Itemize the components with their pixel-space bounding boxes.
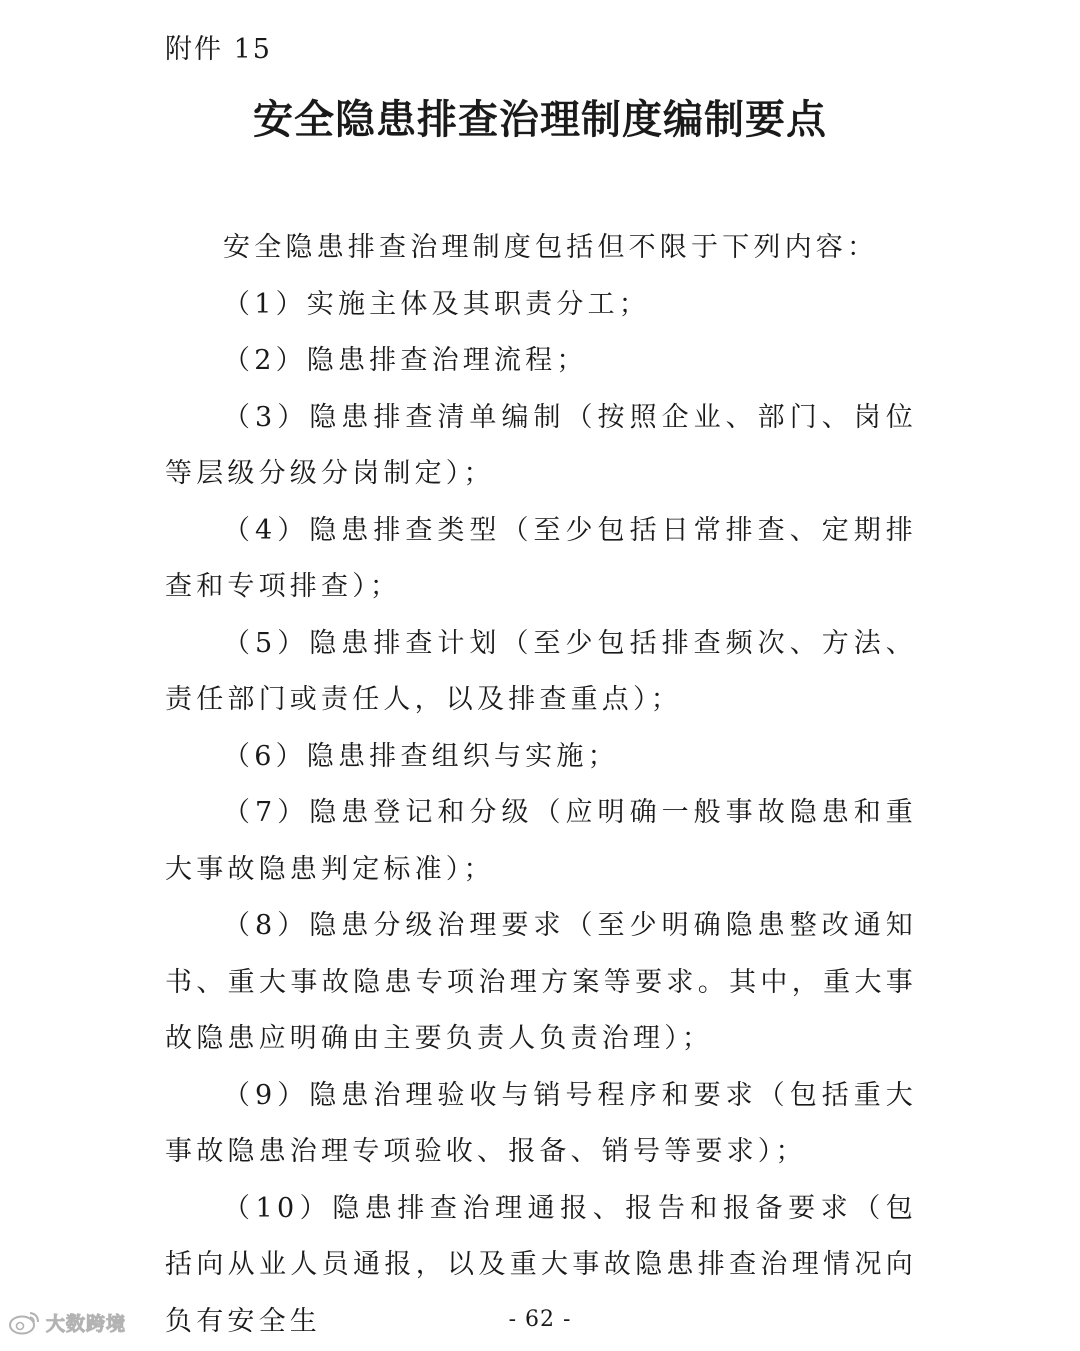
watermark-text: 大数跨境 <box>46 1312 127 1335</box>
watermark <box>8 1308 126 1336</box>
list-item: （5）隐患排查计划（至少包括排查频次、方法、责任部门或责任人，以及排查重点）； <box>165 627 917 715</box>
page-number: - 62 - <box>508 1307 572 1332</box>
document-title: 安全隐患排查治理制度编制要点 <box>253 97 827 143</box>
list-item: （9）隐患治理验收与销号程序和要求（包括重大事故隐患治理专项验收、报备、销号等要求）； <box>165 1079 917 1167</box>
list-item: （8）隐患分级治理要求（至少明确隐患整改通知书、重大事故隐患专项治理方案等要求。其中，重大事故隐患应明确由主要负责人负责治理）； <box>165 910 917 1054</box>
list-item: （1）实施主体及其职责分工； <box>223 288 650 320</box>
list-item: （6）隐患排查组织与实施； <box>223 740 619 772</box>
attachment-label: 附件 15 <box>165 34 272 65</box>
list-item: （2）隐患排查治理流程； <box>223 345 588 376</box>
list-item: （4）隐患排查类型（至少包括日常排查、定期排查和专项排查）； <box>165 514 917 602</box>
list-item: （3）隐患排查清单编制（按照企业、部门、岗位等层级分级分岗制定）； <box>165 401 917 489</box>
weibo-logo-icon <box>8 1308 42 1336</box>
list-item: （7）隐患登记和分级（应明确一般事故隐患和重大事故隐患判定标准）； <box>165 797 917 885</box>
paragraph-intro: 安全隐患排查治理制度包括但不限于下列内容： <box>223 232 879 263</box>
list-item: （10）隐患排查治理通报、报告和报备要求（包括向从业人员通报，以及重大事故隐患排查治理情况向负有安全生 <box>165 1192 917 1337</box>
document-body <box>165 220 917 1350</box>
